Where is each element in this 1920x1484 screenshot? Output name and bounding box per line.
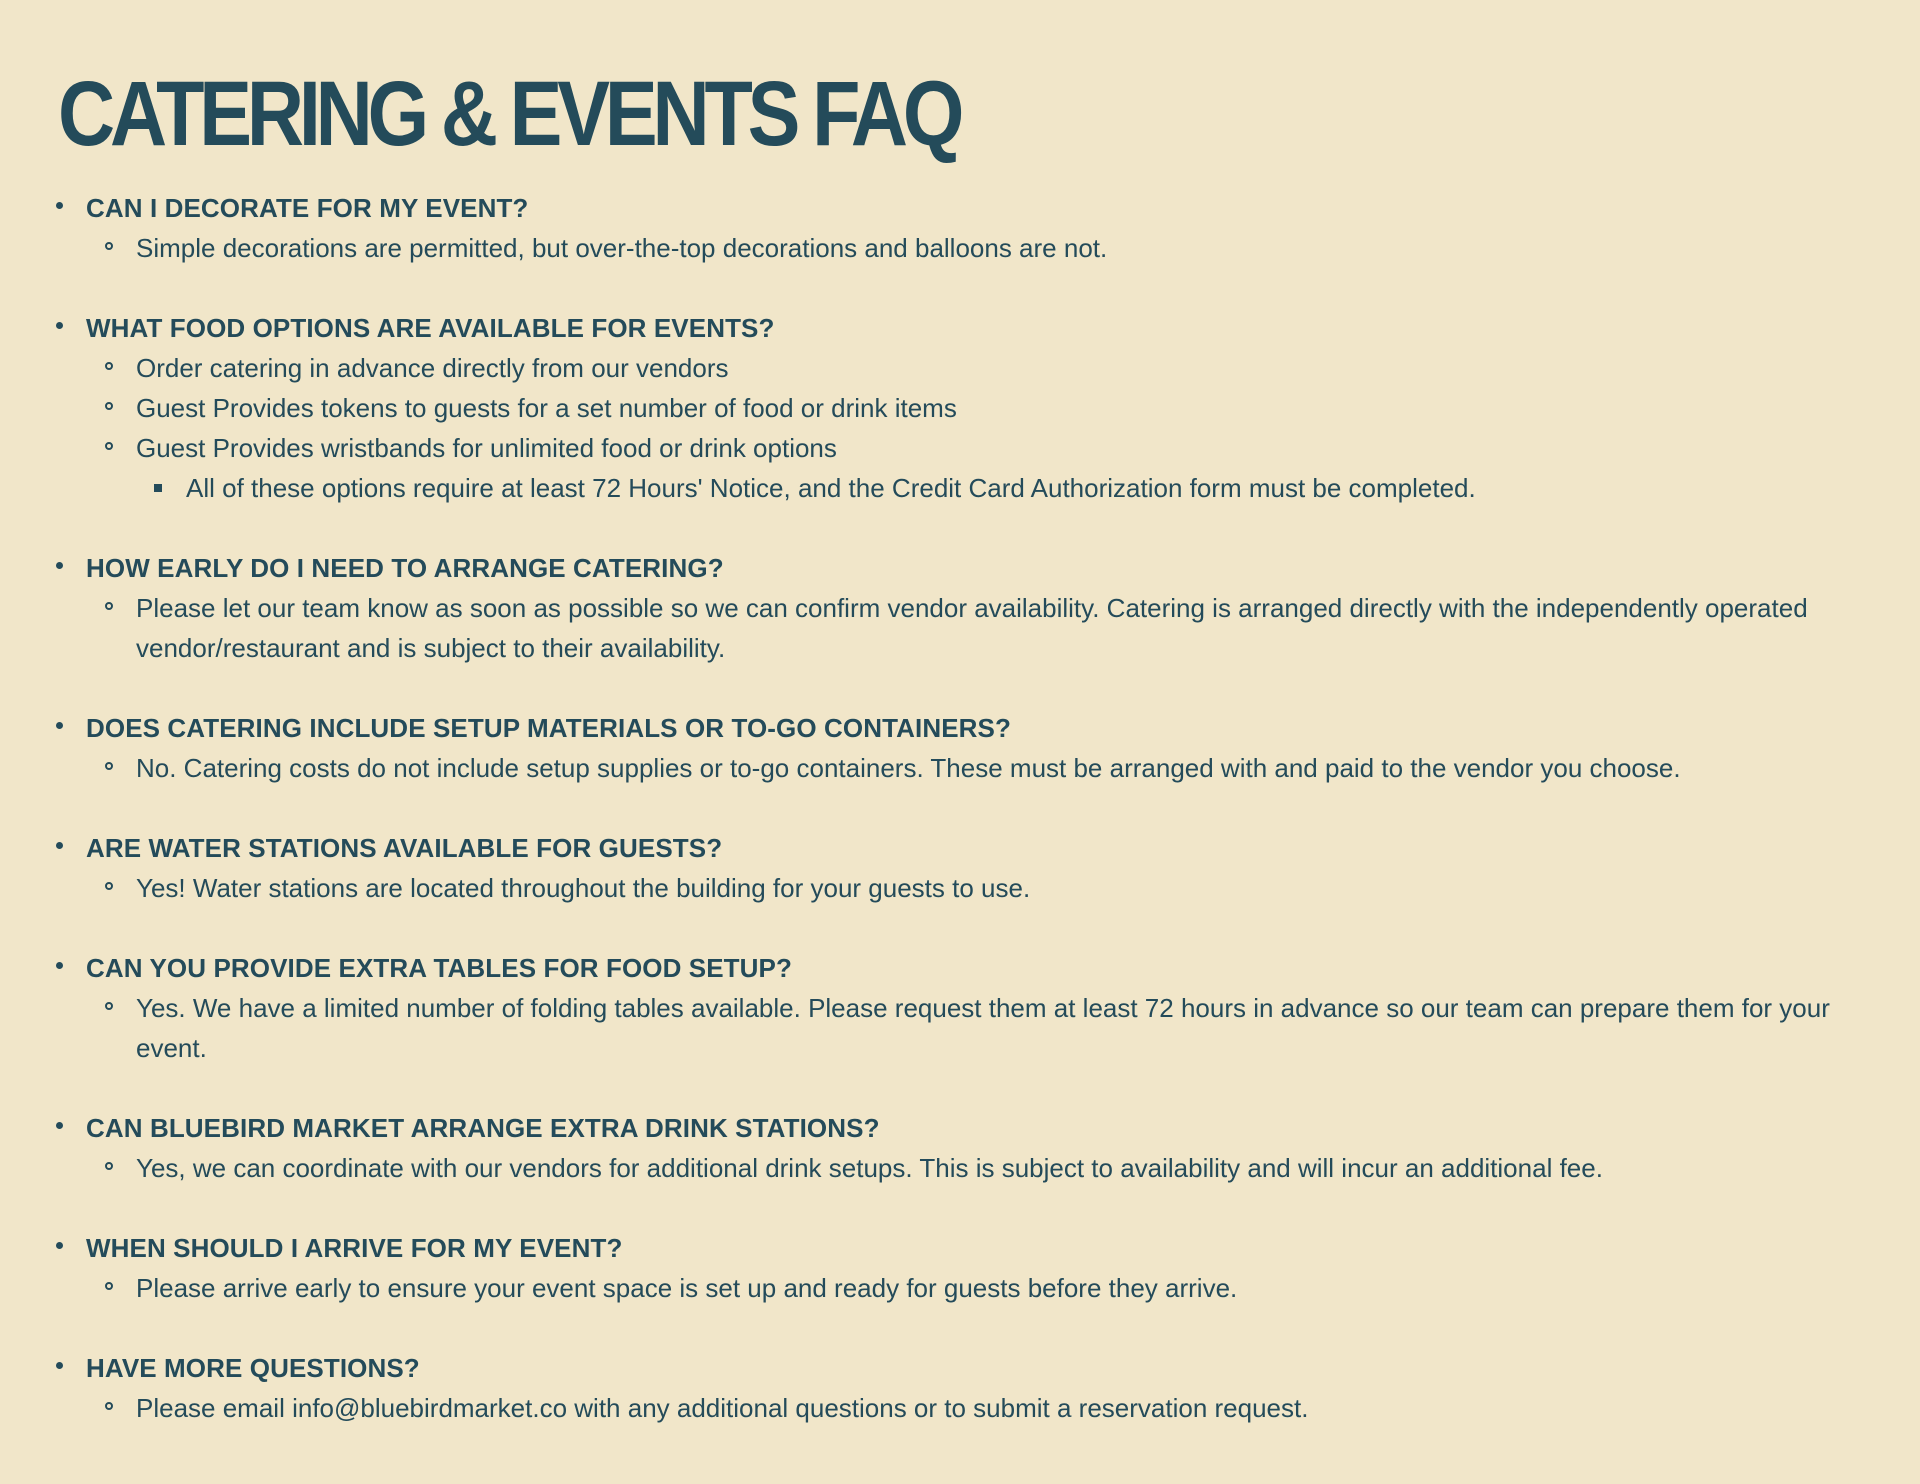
faq-answer bbox=[86, 868, 1864, 908]
faq-answer-text: Yes. We have a limited number of folding tables available. Please request them at least 72 hours in advance so our team can prepare them for your event. bbox=[136, 993, 1830, 1063]
hollow-bullet-icon bbox=[105, 1282, 113, 1290]
faq-list bbox=[56, 188, 1864, 1428]
faq-question: DOES CATERING INCLUDE SETUP MATERIALS OR TO-GO CONTAINERS? bbox=[86, 713, 1011, 743]
faq-sub-answer-text: All of these options require at least 72 Hours' Notice, and the Credit Card Authorization form must be completed. bbox=[186, 473, 1476, 503]
hollow-bullet-icon bbox=[105, 1162, 113, 1170]
faq-answer bbox=[86, 588, 1864, 668]
bullet-icon bbox=[56, 322, 63, 329]
hollow-bullet-icon bbox=[105, 1402, 113, 1410]
faq-answer-text: Please arrive early to ensure your event space is set up and ready for guests before they arrive. bbox=[136, 1273, 1238, 1303]
faq-answer-text: Order catering in advance directly from our vendors bbox=[136, 353, 729, 383]
faq-item bbox=[56, 828, 1864, 908]
bullet-icon bbox=[56, 1362, 63, 1369]
faq-question: WHEN SHOULD I ARRIVE FOR MY EVENT? bbox=[86, 1233, 623, 1263]
faq-answer-text: Please let our team know as soon as possible so we can confirm vendor availability. Catering is arranged directly with the independently operated vendor/restaurant and is subject to their availability. bbox=[136, 593, 1808, 663]
hollow-bullet-icon bbox=[105, 242, 113, 250]
faq-answer-text: Guest Provides tokens to guests for a set number of food or drink items bbox=[136, 393, 957, 423]
faq-sub-answers bbox=[136, 468, 1864, 508]
hollow-bullet-icon bbox=[105, 882, 113, 890]
bullet-icon bbox=[56, 562, 63, 569]
faq-question: HAVE MORE QUESTIONS? bbox=[86, 1353, 420, 1383]
faq-answers bbox=[86, 988, 1864, 1068]
answer-text-before: Please email bbox=[136, 1393, 293, 1423]
faq-answers bbox=[86, 228, 1864, 268]
faq-answer bbox=[86, 348, 1864, 388]
bullet-icon bbox=[56, 722, 63, 729]
bullet-icon bbox=[56, 202, 63, 209]
bullet-icon bbox=[56, 1242, 63, 1249]
faq-question: HOW EARLY DO I NEED TO ARRANGE CATERING? bbox=[86, 553, 724, 583]
faq-answers bbox=[86, 748, 1864, 788]
hollow-bullet-icon bbox=[105, 402, 113, 410]
faq-answer bbox=[86, 1148, 1864, 1188]
faq-item bbox=[56, 308, 1864, 508]
faq-answer-text: Yes, we can coordinate with our vendors for additional drink setups. This is subject to availability and will incur an additional fee. bbox=[136, 1153, 1603, 1183]
faq-question: CAN YOU PROVIDE EXTRA TABLES FOR FOOD SETUP? bbox=[86, 953, 792, 983]
faq-answer-text bbox=[136, 1388, 1864, 1428]
faq-item bbox=[56, 1228, 1864, 1308]
faq-answer-text: Simple decorations are permitted, but over-the-top decorations and balloons are not. bbox=[136, 233, 1108, 263]
square-bullet-icon bbox=[154, 484, 162, 492]
faq-item bbox=[56, 548, 1864, 668]
faq-item bbox=[56, 708, 1864, 788]
hollow-bullet-icon bbox=[105, 762, 113, 770]
faq-answer bbox=[86, 388, 1864, 428]
faq-answers bbox=[86, 348, 1864, 508]
hollow-bullet-icon bbox=[105, 362, 113, 370]
faq-question: CAN BLUEBIRD MARKET ARRANGE EXTRA DRINK STATIONS? bbox=[86, 1113, 880, 1143]
faq-item bbox=[56, 188, 1864, 268]
faq-answers bbox=[86, 1268, 1864, 1308]
faq-item bbox=[56, 1108, 1864, 1188]
faq-answers bbox=[86, 1148, 1864, 1188]
faq-answer-text: No. Catering costs do not include setup supplies or to-go containers. These must be arranged with and paid to the vendor you choose. bbox=[136, 753, 1681, 783]
hollow-bullet-icon bbox=[105, 442, 113, 450]
faq-question: CAN I DECORATE FOR MY EVENT? bbox=[86, 193, 529, 223]
faq-item bbox=[56, 1348, 1864, 1428]
page-title: CATERING & EVENTS FAQ bbox=[58, 63, 960, 165]
bullet-icon bbox=[56, 1122, 63, 1129]
faq-question: ARE WATER STATIONS AVAILABLE FOR GUESTS? bbox=[86, 833, 723, 863]
faq-answers bbox=[86, 868, 1864, 908]
faq-item bbox=[56, 948, 1864, 1068]
faq-answers bbox=[86, 1388, 1864, 1428]
faq-answer bbox=[86, 1268, 1864, 1308]
faq-answer bbox=[86, 748, 1864, 788]
bullet-icon bbox=[56, 962, 63, 969]
faq-question: WHAT FOOD OPTIONS ARE AVAILABLE FOR EVENTS? bbox=[86, 313, 775, 343]
faq-answer bbox=[86, 228, 1864, 268]
answer-text-after: with any additional questions or to submit a reservation request. bbox=[567, 1393, 1309, 1423]
hollow-bullet-icon bbox=[105, 1002, 113, 1010]
hollow-bullet-icon bbox=[105, 602, 113, 610]
bullet-icon bbox=[56, 842, 63, 849]
faq-answers bbox=[86, 588, 1864, 668]
faq-answer bbox=[86, 1388, 1864, 1428]
faq-answer bbox=[86, 988, 1864, 1068]
faq-answer bbox=[86, 428, 1864, 508]
faq-answer-text: Guest Provides wristbands for unlimited food or drink options bbox=[136, 433, 837, 463]
contact-email-link[interactable]: info@bluebirdmarket.co bbox=[292, 1393, 568, 1423]
faq-sub-answer bbox=[136, 468, 1864, 508]
faq-answer-text: Yes! Water stations are located throughout the building for your guests to use. bbox=[136, 873, 1031, 903]
